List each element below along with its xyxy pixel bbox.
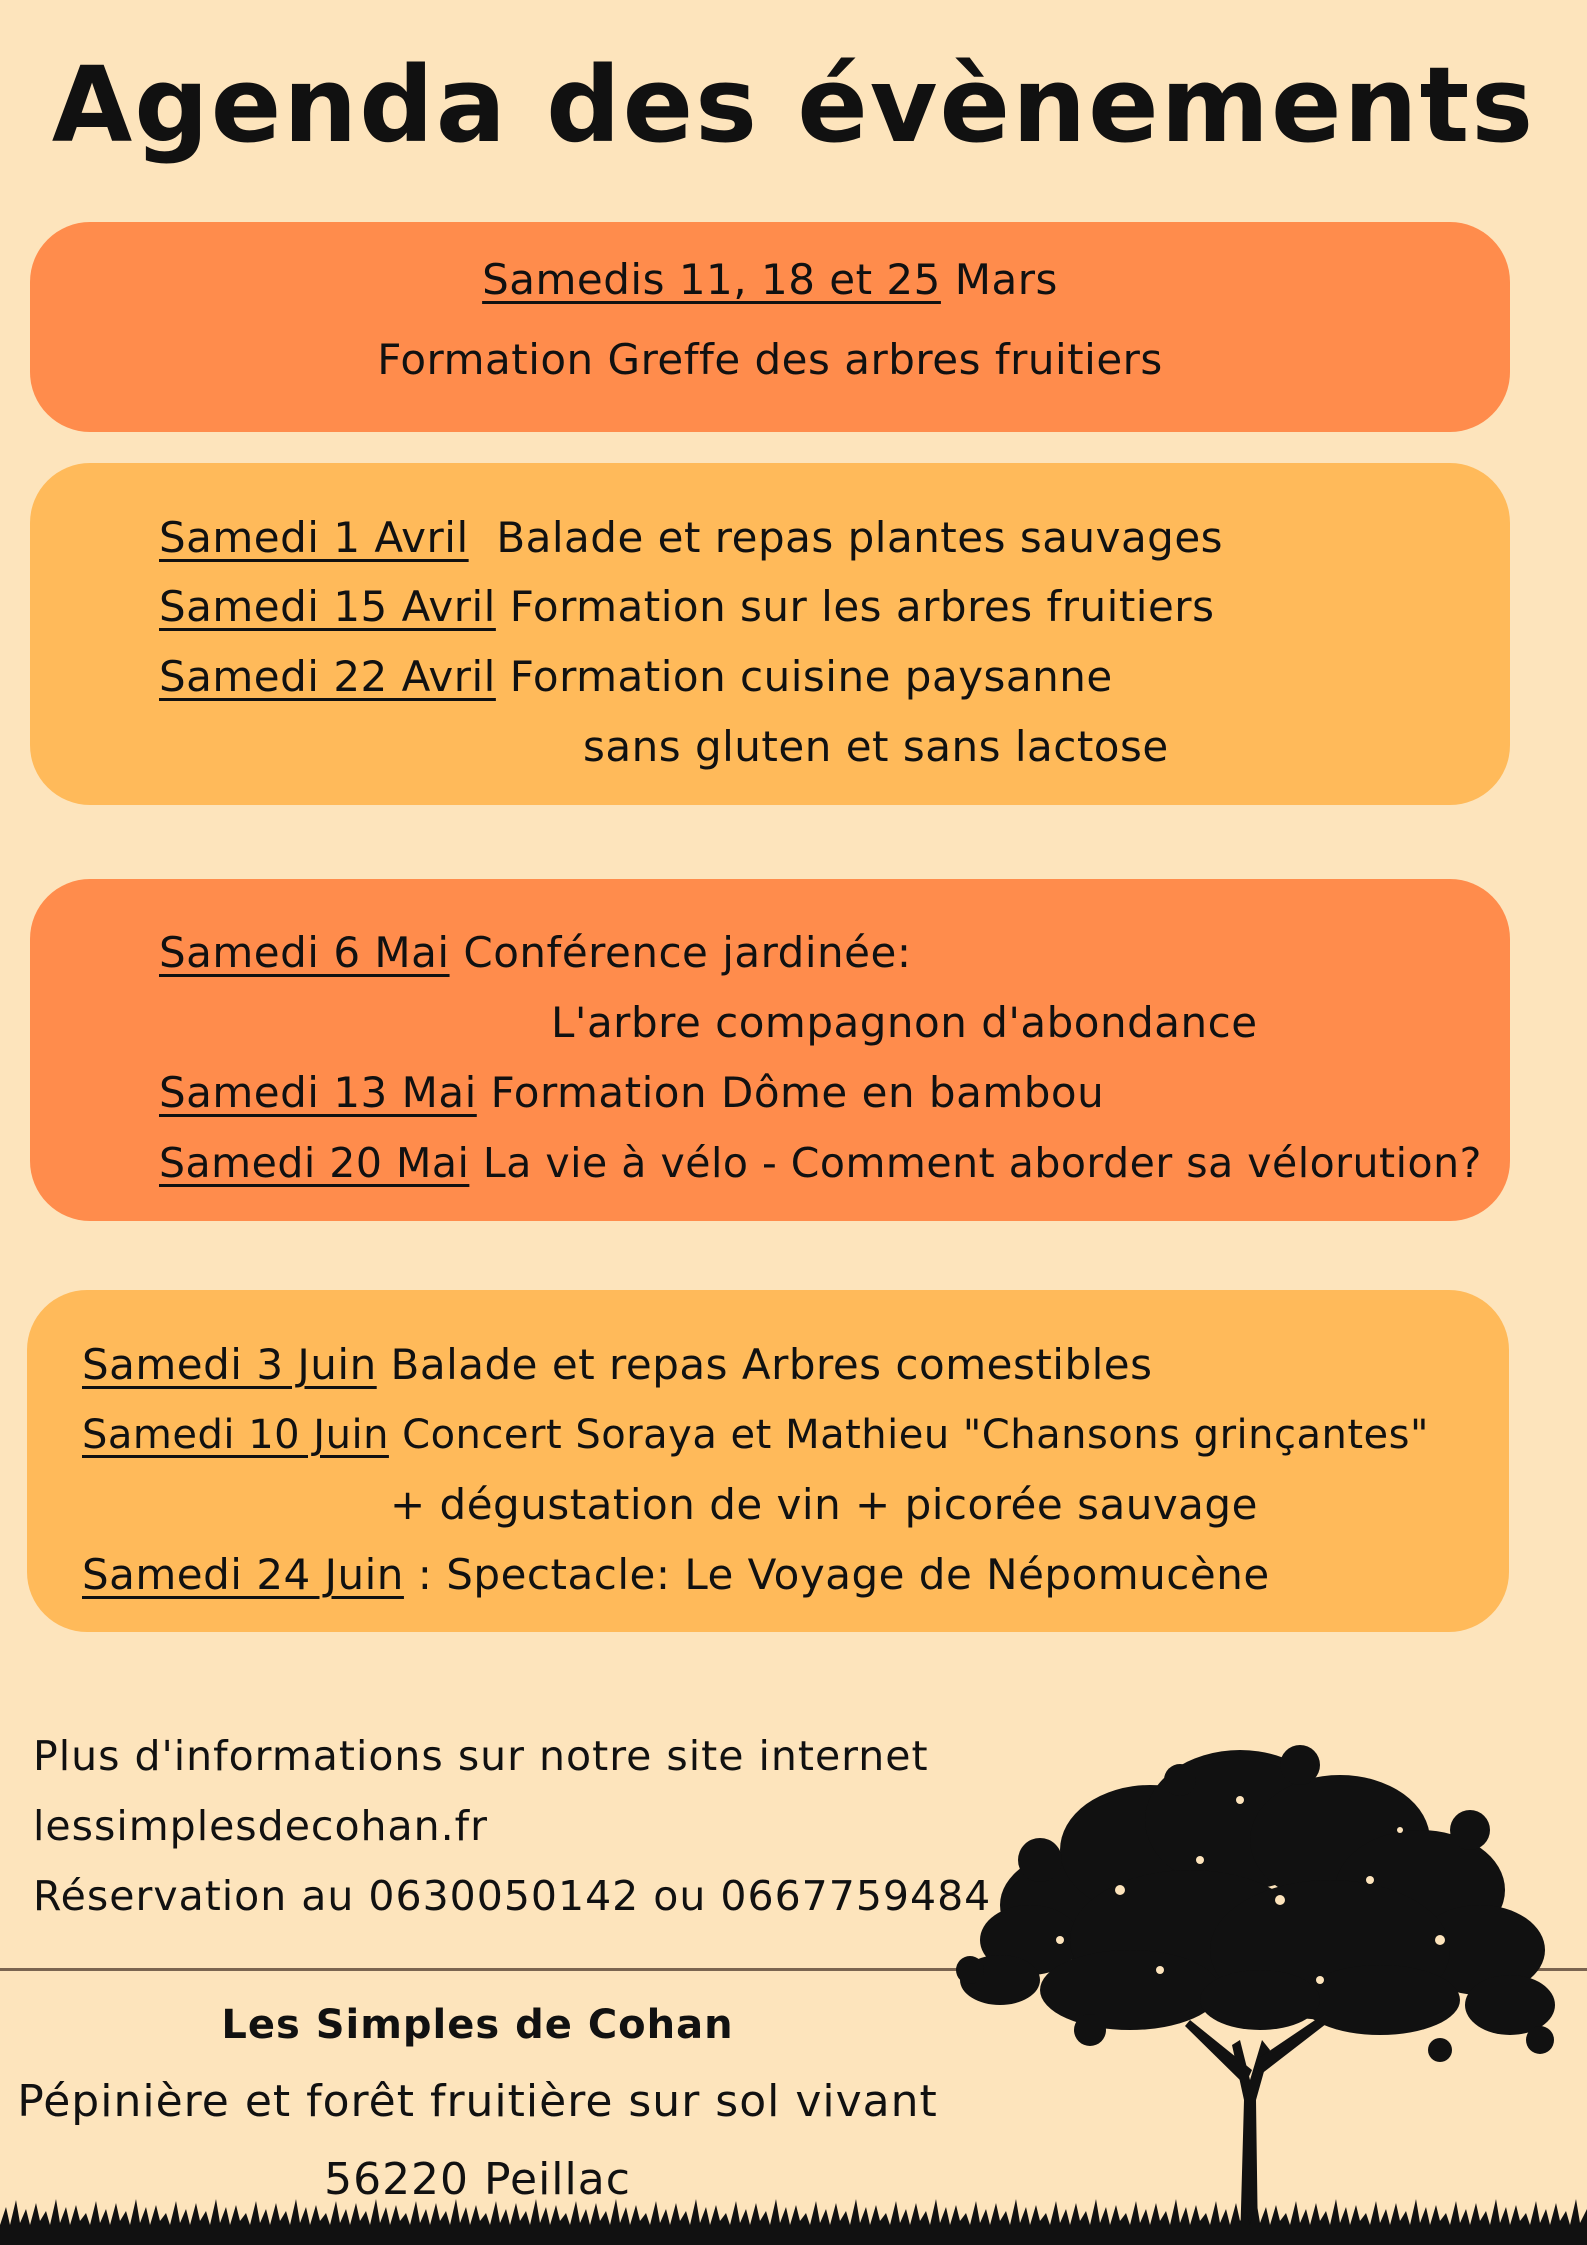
- event-line: [82, 1405, 1429, 1465]
- mars-event: Formation Greffe des arbres fruitiers: [377, 335, 1163, 384]
- event-date: Samedi 22 Avril: [159, 652, 496, 701]
- event-date: Samedi 13 Mai: [159, 1068, 477, 1117]
- event-date: Samedi 24 Juin: [82, 1550, 404, 1599]
- reservation-phone: Réservation au 0630050142 ou 0667759484: [33, 1872, 992, 1920]
- event-text: Formation cuisine paysanne: [495, 652, 1113, 701]
- event-text: Concert Soraya et Mathieu "Chansons grinçantes": [388, 1412, 1429, 1458]
- event-line: [159, 1133, 1482, 1193]
- tree-silhouette-icon: [940, 1740, 1580, 2245]
- event-line: [159, 508, 1223, 568]
- event-date: Samedis 11, 18 et 25: [482, 255, 941, 304]
- event-text: La vie à vélo - Comment aborder sa vélorution?: [469, 1139, 1482, 1187]
- event-line: [82, 1545, 1270, 1605]
- event-continuation: L'arbre compagnon d'abondance: [551, 998, 1258, 1047]
- event-continuation: + dégustation de vin + picorée sauvage: [390, 1480, 1258, 1529]
- event-box-juin: [27, 1290, 1509, 1632]
- event-text: : Spectacle: Le Voyage de Népomucène: [403, 1550, 1270, 1599]
- event-box-mars: [30, 222, 1510, 432]
- event-text: Balade et repas plantes sauvages: [468, 513, 1224, 562]
- event-date: Samedi 6 Mai: [159, 928, 450, 977]
- company-name: Les Simples de Cohan: [221, 2002, 734, 2048]
- event-line: [159, 923, 911, 983]
- event-line: [82, 1335, 1153, 1395]
- event-line: [159, 647, 1113, 707]
- event-line: [159, 1063, 1104, 1123]
- mars-date-line: [30, 250, 1510, 310]
- event-continuation: sans gluten et sans lactose: [583, 722, 1169, 771]
- event-date: Samedi 15 Avril: [159, 582, 496, 631]
- event-line: [159, 577, 1214, 637]
- grass-border-icon: [0, 2195, 1587, 2245]
- event-date: Samedi 3 Juin: [82, 1340, 377, 1389]
- event-date: Samedi 10 Juin: [82, 1412, 389, 1458]
- event-date: Samedi 20 Mai: [159, 1139, 470, 1187]
- website-link[interactable]: lessimplesdecohan.fr: [33, 1802, 488, 1850]
- company-address: 56220 Peillac: [324, 2154, 631, 2205]
- event-box-mai: [30, 879, 1510, 1221]
- info-text: Plus d'informations sur notre site internet: [33, 1732, 929, 1780]
- page-title: Agenda des évènements: [51, 44, 1536, 166]
- event-box-avril: [30, 463, 1510, 805]
- event-date: Samedi 1 Avril: [159, 513, 469, 562]
- event-text: Conférence jardinée:: [449, 928, 912, 977]
- event-text: Formation Dôme en bambou: [476, 1068, 1105, 1117]
- event-month: Mars: [940, 255, 1058, 304]
- event-text: Balade et repas Arbres comestibles: [376, 1340, 1153, 1389]
- event-text: Formation sur les arbres fruitiers: [495, 582, 1215, 631]
- company-tagline: Pépinière et forêt fruitière sur sol vivant: [17, 2076, 938, 2127]
